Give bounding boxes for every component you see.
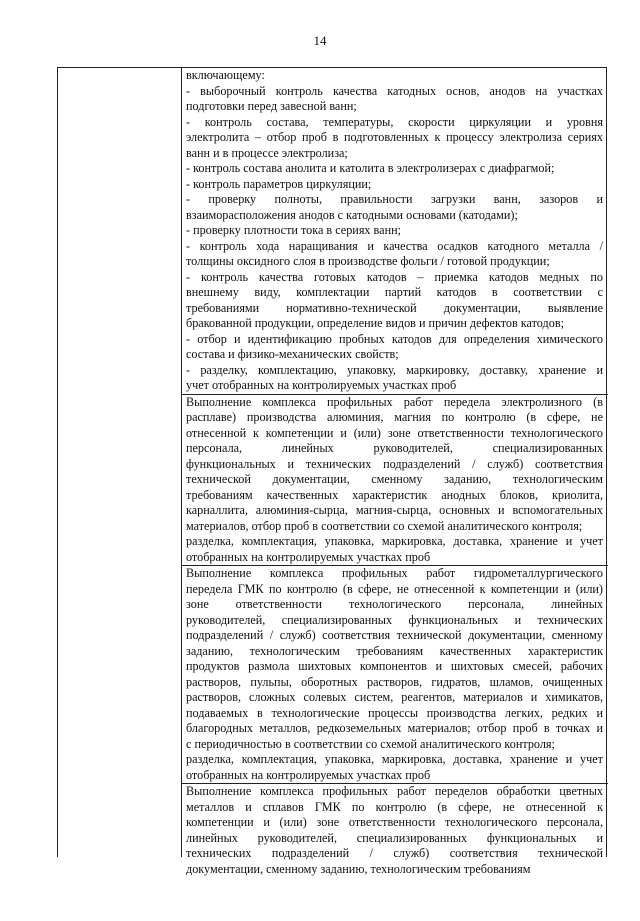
text-line: - разделку, комплектацию, упаковку, маркировку, доставку, хранение и — [186, 362, 603, 377]
text-line: металлов и сплавов ГМК по контролю (в сфере, не отнесенной к — [186, 799, 603, 814]
text-line: внешнему виду, комплектации партий катодов в соответствии с — [186, 285, 603, 299]
text-line: отобранных на контролируемых участках проб — [186, 549, 431, 564]
text-line: персонала, линейных руководителей, специализированных — [186, 441, 603, 455]
text-line: взаиморасположения анодов с катодными основами (катодами); — [186, 207, 518, 222]
text-line: подаваемых в технологические процессы производства легких, редких и — [186, 705, 603, 720]
text-line: растворов, пульпы, оборотных растворов, гидратов, шламов, очищенных — [186, 674, 603, 689]
text-line: материалов, отбор проб в соответствии со схемой аналитического контроля; — [186, 518, 583, 533]
text-line: Выполнение комплекса профильных работ гидрометаллургического — [186, 566, 603, 580]
text-line: растворов, сложных солевых систем, реагентов, материалов и химикатов, — [186, 690, 603, 704]
text-line: включающему: — [186, 68, 265, 82]
text-line: - проверку плотности тока в сериях ванн; — [186, 223, 401, 237]
text-line: зоне ответственности технологического персонала, линейных — [186, 597, 603, 611]
text-line: Выполнение комплекса профильных работ переделов обработки цветных — [186, 784, 603, 798]
text-line: состава и физико-механических свойств; — [186, 347, 399, 361]
text-line: разделка, комплектация, упаковка, маркировка, доставка, хранение и учет — [186, 534, 603, 548]
text-line: - контроль состава, температуры, скорости циркуляции и уровня — [186, 114, 603, 129]
functions-table — [57, 67, 607, 876]
text-line: толщины оксидного слоя в производстве фольги / готовой продукции; — [186, 254, 550, 268]
text-line: продуктов размола шихтовых компонентов и шихтовых смесей, рабочих — [186, 659, 603, 673]
text-line: компетенции и (или) зоне ответственности технологического персонала, — [186, 815, 603, 829]
text-line: технической документации, сменному заданию, технологическим — [186, 472, 603, 486]
text-line: карналлита, алюминия-сырца, магния-сырца, основных и вспомогательных — [186, 503, 603, 517]
text-line: - контроль хода наращивания и качества осадков катодного металла / — [186, 238, 603, 253]
text-line: учет отобранных на контролируемых участках проб — [186, 378, 457, 392]
text-line: технических подразделений / служб) соответствия технической — [186, 846, 603, 860]
text-line: - проверку полноты, правильности загрузки ванн, зазоров и — [186, 192, 603, 206]
text-line: - контроль качества готовых катодов – приемка катодов медных по — [186, 269, 603, 284]
page-number: 14 — [313, 33, 327, 48]
text-line: документации, сменному заданию, технологическим требованиям — [186, 861, 531, 876]
text-line: - отбор и идентификацию пробных катодов для определения химического — [186, 331, 603, 346]
text-line: разделка, комплектация, упаковка, маркировка, доставка, хранение и учет — [186, 752, 603, 766]
text-line: - контроль состава анолита и католита в электролизерах с диафрагмой; — [186, 161, 555, 175]
text-line: ванн и в процессе электролиза; — [186, 145, 348, 160]
text-line: заданию, технологическим требованиям качественных характеристик — [186, 643, 603, 658]
text-line: бракованной продукции, определение видов и причин дефектов катодов; — [186, 316, 564, 330]
text-line: - контроль параметров циркуляции; — [186, 176, 372, 191]
text-line: функциональных и технических подразделений / служб) соответствия — [186, 456, 603, 471]
text-line: линейных руководителей, специализированных функциональных и — [186, 830, 603, 845]
table-cell — [182, 784, 608, 877]
text-line: Выполнение комплекса профильных работ передела электролизного (в — [186, 394, 603, 409]
table-cell — [182, 566, 608, 784]
table-cell — [182, 395, 608, 567]
text-line: благородных металлов, редкоземельных материалов; отбор проб в точках и — [186, 721, 603, 735]
text-line: - выборочный контроль качества катодных основ, анодов на участках — [186, 83, 603, 98]
table-cell — [182, 68, 608, 395]
description-column — [182, 68, 608, 877]
text-line: подразделений / служб) соответствия технической документации, сменному — [186, 628, 603, 642]
text-line: расплаве) производства алюминия, магния по контролю (в сфере, не — [186, 410, 603, 424]
text-line: отнесенной к компетенции и (или) зоне ответственности технологического — [186, 425, 603, 440]
text-line: отобранных на контролируемых участках проб — [186, 767, 431, 782]
text-line: с периодичностью в соответствии со схемой аналитического контроля; — [186, 736, 555, 751]
text-line: передела ГМК по контролю (в сфере, не отнесенной к компетенции и (или) — [186, 581, 603, 596]
text-line: требованиями нормативно-технической документации, выявление — [186, 300, 603, 315]
text-line: руководителей, специализированных функциональных и технических — [186, 612, 603, 627]
text-line: требованиям качественных характеристик анодных блоков, криолита, — [186, 487, 603, 502]
text-line: электролита – отбор проб в подготовленных к процессу электролиза сериях — [186, 130, 603, 144]
text-line: подготовки перед завесной ванн; — [186, 99, 357, 113]
